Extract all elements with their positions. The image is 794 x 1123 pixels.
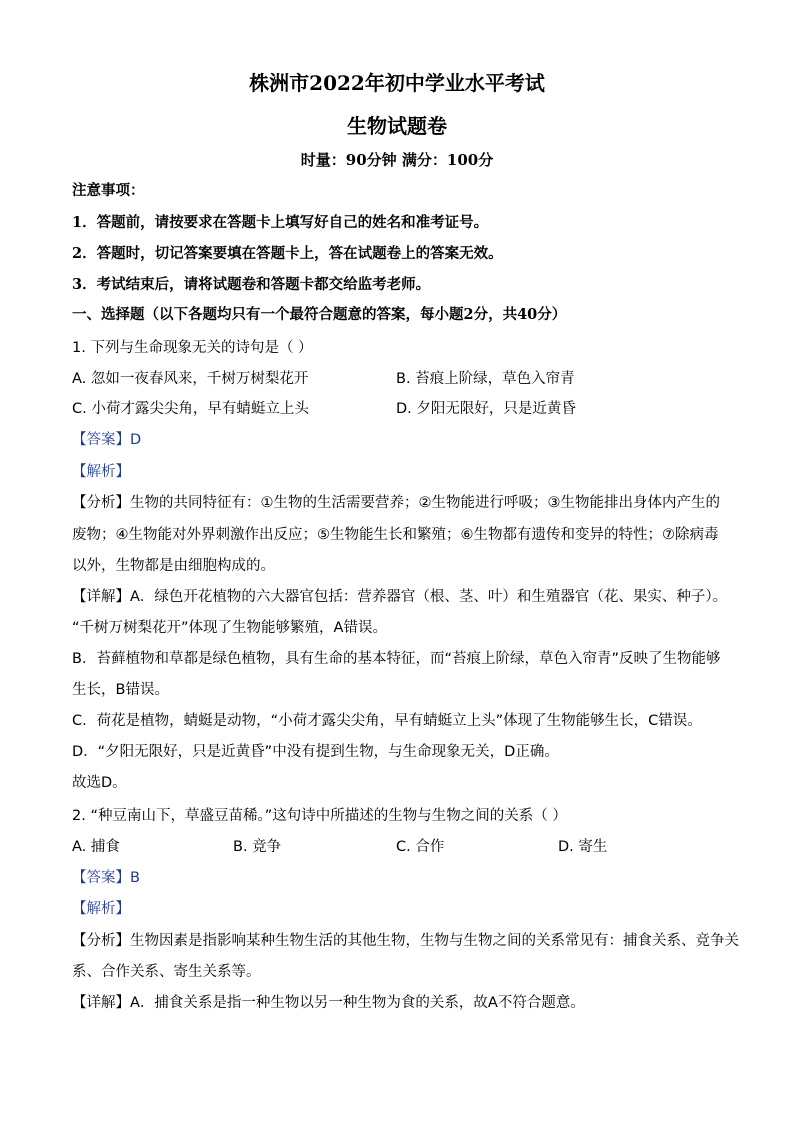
question-1-analysis-line: D．“夕阳无限好，只是近黄昏”中没有提到生物，与生命现象无关，D正确。 bbox=[72, 744, 559, 760]
note-item-2: 2．答题时，切记答案要填在答题卡上，答在试题卷上的答案无效。 bbox=[72, 245, 503, 262]
question-1-analysis-line: 以外，生物都是由细胞构成的。 bbox=[72, 558, 275, 574]
question-1-option-c: C. 小荷才露尖尖角，早有蜻蜓立上头 bbox=[72, 401, 309, 417]
question-1-analysis-line: 生长，B错误。 bbox=[72, 682, 169, 698]
question-2-option-c: C. 合作 bbox=[396, 839, 445, 855]
question-2-option-b: B. 竞争 bbox=[233, 839, 282, 855]
question-2-analysis-line: 【详解】A．捕食关系是指一种生物以另一种生物为食的关系，故A不符合题意。 bbox=[72, 995, 585, 1011]
question-2-stem: 2. “种豆南山下，草盛豆苗稀。”这句诗中所描述的生物与生物之间的关系（ ） bbox=[72, 808, 567, 824]
question-1-analysis-line: 废物；④生物能对外界刺激作出反应；⑤生物能生长和繁殖；⑥生物都有遗传和变异的特性；⑦除病毒 bbox=[72, 527, 719, 543]
question-1-analysis-line: 故选D。 bbox=[72, 775, 127, 791]
question-1-analysis-label: 【解析】 bbox=[72, 464, 130, 480]
section-heading: 一、选择题（以下各题均只有一个最符合题意的答案，每小题2分，共40分） bbox=[72, 306, 567, 323]
question-1-analysis-line: B．苔藓植物和草都是绿色植物，具有生命的基本特征，而“苔痕上阶绿，草色入帘青”反映了生物能够 bbox=[72, 651, 721, 667]
question-1-option-d: D. 夕阳无限好，只是近黄昏 bbox=[396, 401, 576, 417]
question-2-option-a: A. 捕食 bbox=[72, 839, 120, 855]
question-2-analysis-line: 【分析】生物因素是指影响某种生物生活的其他生物，生物与生物之间的关系常见有：捕食关系、竞争关 bbox=[72, 933, 739, 949]
exam-subtitle: 生物试题卷 bbox=[347, 114, 447, 138]
question-1-option-b: B. 苔痕上阶绿，草色入帘青 bbox=[396, 371, 575, 387]
note-item-3: 3．考试结束后，请将试题卷和答题卡都交给监考老师。 bbox=[72, 276, 431, 293]
notes-heading: 注意事项： bbox=[72, 182, 145, 199]
question-2-option-d: D. 寄生 bbox=[558, 839, 608, 855]
note-item-1: 1．答题前，请按要求在答题卡上填写好自己的姓名和准考证号。 bbox=[72, 214, 489, 231]
question-1-stem: 1. 下列与生命现象无关的诗句是（ ） bbox=[72, 340, 313, 356]
question-1-analysis-line: C．荷花是植物，蜻蜓是动物，“小荷才露尖尖角，早有蜻蜓立上头”体现了生物能够生长，C错误。 bbox=[72, 713, 702, 729]
question-2-analysis-label: 【解析】 bbox=[72, 901, 130, 917]
question-2-answer: 【答案】B bbox=[72, 870, 140, 886]
question-1-analysis-line: 【分析】生物的共同特征有：①生物的生活需要营养；②生物能进行呼吸；③生物能排出身体内产生的 bbox=[72, 495, 720, 511]
exam-title: 株洲市2022年初中学业水平考试 bbox=[249, 71, 545, 95]
question-1-analysis-line: 【详解】A．绿色开花植物的六大器官包括：营养器官（根、茎、叶）和生殖器官（花、果实、种子）。 bbox=[72, 589, 728, 605]
question-1-option-a: A. 忽如一夜春风来，千树万树梨花开 bbox=[72, 371, 309, 387]
question-2-analysis-line: 系、合作关系、寄生关系等。 bbox=[72, 964, 261, 980]
question-1-analysis-line: “千树万树梨花开”体现了生物能够繁殖，A错误。 bbox=[72, 620, 387, 636]
exam-time-score: 时量：90分钟 满分：100分 bbox=[300, 151, 494, 169]
question-1-answer: 【答案】D bbox=[72, 432, 142, 448]
